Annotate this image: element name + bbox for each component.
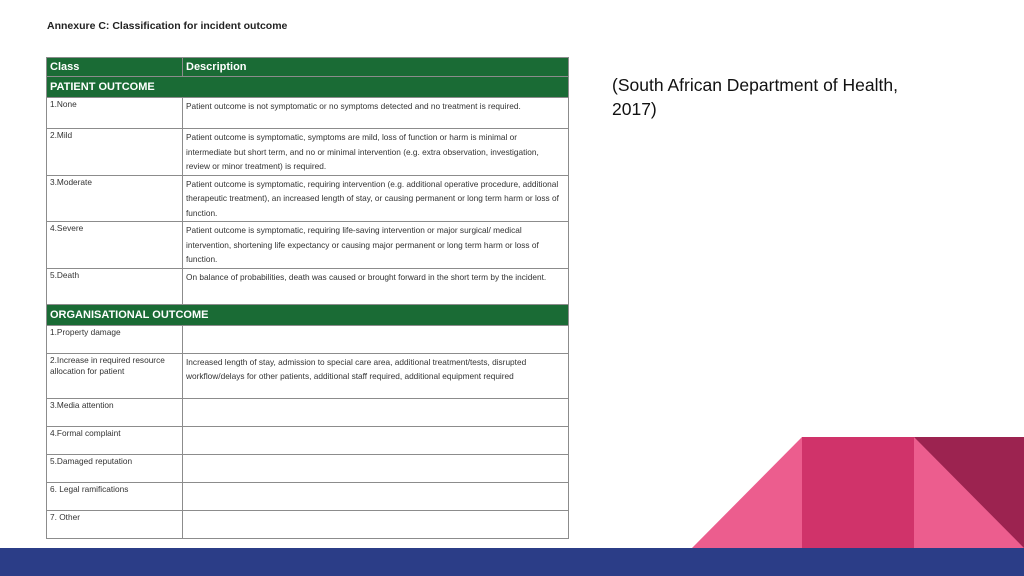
description-cell: Patient outcome is symptomatic, requiring intervention (e.g. additional operative procedure, additional therapeutic treatment), an increased length of stay, or causing permanent or long term harm or loss of function.	[183, 175, 569, 222]
footer-band	[0, 548, 1024, 576]
description-cell: On balance of probabilities, death was caused or brought forward in the short term by the incident.	[183, 268, 569, 304]
class-cell: 4.Formal complaint	[47, 426, 183, 454]
class-cell: 2.Increase in required resource allocation for patient	[47, 353, 183, 398]
description-cell: Patient outcome is symptomatic, symptoms are mild, loss of function or harm is minimal or intermediate but short term, and no or minimal intervention (e.g. extra observation, investigation, review or minor treatment) is required.	[183, 129, 569, 176]
pink-square-center	[802, 437, 914, 548]
pink-triangle-left	[692, 437, 802, 548]
header-description: Description	[183, 58, 569, 77]
description-cell: Patient outcome is symptomatic, requiring life-saving intervention or major surgical/ medical intervention, shortening life expectancy or causing major permanent or long term harm or loss of function.	[183, 222, 569, 269]
class-cell: 1.Property damage	[47, 325, 183, 353]
description-cell: Increased length of stay, admission to special care area, additional treatment/tests, disrupted workflow/delays for other patients, additional staff required, additional equipment required	[183, 353, 569, 398]
class-cell: 3.Moderate	[47, 175, 183, 222]
class-cell: 2.Mild	[47, 129, 183, 176]
class-cell: 4.Severe	[47, 222, 183, 269]
document-title: Annexure C: Classification for incident outcome	[47, 20, 288, 32]
header-class: Class	[47, 58, 183, 77]
class-cell: 6. Legal ramifications	[47, 482, 183, 510]
class-cell: 3.Media attention	[47, 398, 183, 426]
class-cell: 1.None	[47, 98, 183, 129]
class-cell: 7. Other	[47, 510, 183, 538]
citation-text: (South African Department of Health, 2017)	[612, 75, 898, 119]
description-cell: Patient outcome is not symptomatic or no symptoms detected and no treatment is required.	[183, 98, 569, 129]
class-cell: 5.Death	[47, 268, 183, 304]
class-cell: 5.Damaged reputation	[47, 454, 183, 482]
section-heading-organisational-outcome: ORGANISATIONAL OUTCOME	[47, 304, 569, 325]
section-heading-patient-outcome: PATIENT OUTCOME	[47, 77, 569, 98]
